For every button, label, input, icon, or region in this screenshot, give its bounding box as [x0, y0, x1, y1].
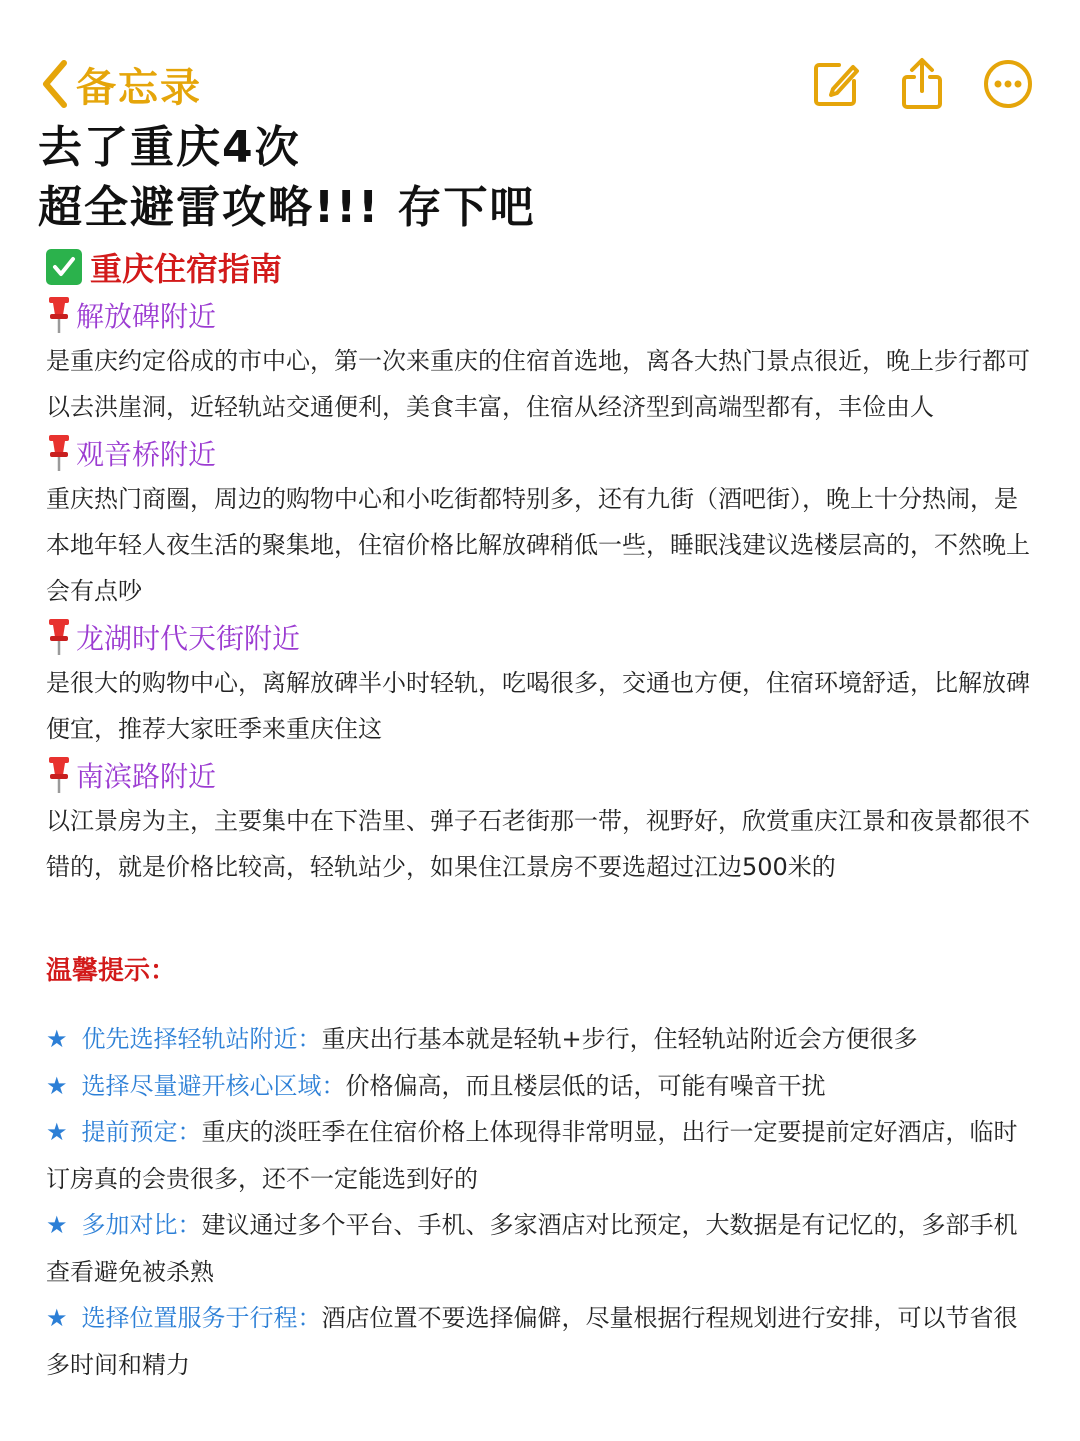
place-heading — [46, 614, 1036, 660]
tip-item — [46, 1063, 1036, 1110]
place-title: 观音桥附近 — [76, 438, 217, 471]
share-button[interactable] — [892, 54, 952, 114]
pushpin-icon — [46, 295, 72, 335]
star-icon: ★ — [46, 1025, 68, 1053]
place-description: 重庆热门商圈，周边的购物中心和小吃街都特别多，还有九街（酒吧街），晚上十分热闹，是本地年轻人夜生活的聚集地，住宿价格比解放碑稍低一些，睡眠浅建议选楼层高的，不然晚上会有点吵 — [46, 485, 1030, 605]
back-label: 备忘录 — [76, 64, 202, 111]
star-icon: ★ — [46, 1304, 68, 1332]
note-body[interactable] — [46, 292, 1036, 1388]
place-heading — [46, 292, 1036, 338]
tip-label: 选择位置服务于行程： — [81, 1304, 322, 1332]
chevron-left-icon — [40, 59, 70, 109]
navbar — [0, 50, 1080, 120]
tip-label: 提前预定： — [81, 1118, 202, 1146]
compose-icon — [811, 59, 861, 109]
compose-button[interactable] — [806, 54, 866, 114]
place-title: 南滨路附近 — [76, 760, 217, 793]
tip-label: 优先选择轻轨站附近： — [81, 1025, 322, 1053]
place-description: 以江景房为主，主要集中在下浩里、弹子石老街那一带，视野好，欣赏重庆江景和夜景都很不错的，就是价格比较高，轻轨站少，如果住江景房不要选超过江边500米的 — [46, 807, 1030, 881]
section-header — [46, 244, 282, 290]
star-icon: ★ — [46, 1071, 68, 1100]
tip-item — [46, 1295, 1036, 1388]
tip-text: 价格偏高，而且楼层低的话，可能有噪音干扰 — [345, 1071, 826, 1100]
title-line-2: 超全避雷攻略!!! 存下吧 — [38, 182, 536, 233]
place-heading — [46, 752, 1036, 798]
tip-label: 选择尽量避开核心区域： — [81, 1071, 346, 1100]
place-title: 龙湖时代天街附近 — [76, 622, 301, 655]
more-icon — [982, 58, 1034, 110]
more-button[interactable] — [978, 54, 1038, 114]
share-icon — [899, 57, 945, 111]
note-title[interactable] — [38, 118, 1038, 238]
place-description: 是很大的购物中心，离解放碑半小时轻轨，吃喝很多，交通也方便，住宿环境舒适，比解放碑便宜，推荐大家旺季来重庆住这 — [46, 669, 1030, 743]
title-line-1: 去了重庆4次 — [38, 122, 301, 173]
pushpin-icon — [46, 433, 72, 473]
tip-text: 建议通过多个平台、手机、多家酒店对比预定，大数据是有记忆的，多部手机查看避免被杀熟 — [46, 1211, 1018, 1286]
place-heading — [46, 430, 1036, 476]
check-mark-icon — [46, 249, 82, 285]
tip-text: 酒店位置不要选择偏僻，尽量根据行程规划进行安排，可以节省很多时间和精力 — [46, 1304, 1018, 1379]
tips-list — [46, 1016, 1036, 1388]
tip-item — [46, 1016, 1036, 1063]
place-title: 解放碑附近 — [76, 300, 217, 333]
tips-title: 温馨提示： — [46, 956, 177, 986]
pushpin-icon — [46, 755, 72, 795]
tip-label: 多加对比： — [81, 1211, 202, 1239]
place-description: 是重庆约定俗成的市中心，第一次来重庆的住宿首选地，离各大热门景点很近，晚上步行都可以去洪崖洞，近轻轨站交通便利，美食丰富，住宿从经济型到高端型都有，丰俭由人 — [46, 347, 1030, 421]
star-icon: ★ — [46, 1118, 68, 1146]
tip-item — [46, 1109, 1036, 1202]
toolbar-actions — [806, 54, 1038, 114]
tip-item — [46, 1202, 1036, 1295]
tip-text: 重庆出行基本就是轻轨+步行，住轻轨站附近会方便很多 — [321, 1025, 918, 1053]
star-icon: ★ — [46, 1211, 68, 1239]
back-button[interactable] — [40, 54, 202, 114]
pushpin-icon — [46, 617, 72, 657]
section-title: 重庆住宿指南 — [90, 250, 283, 288]
tip-text: 重庆的淡旺季在住宿价格上体现得非常明显，出行一定要提前定好酒店，临时订房真的会贵很多，还不一定能选到好的 — [46, 1118, 1018, 1193]
